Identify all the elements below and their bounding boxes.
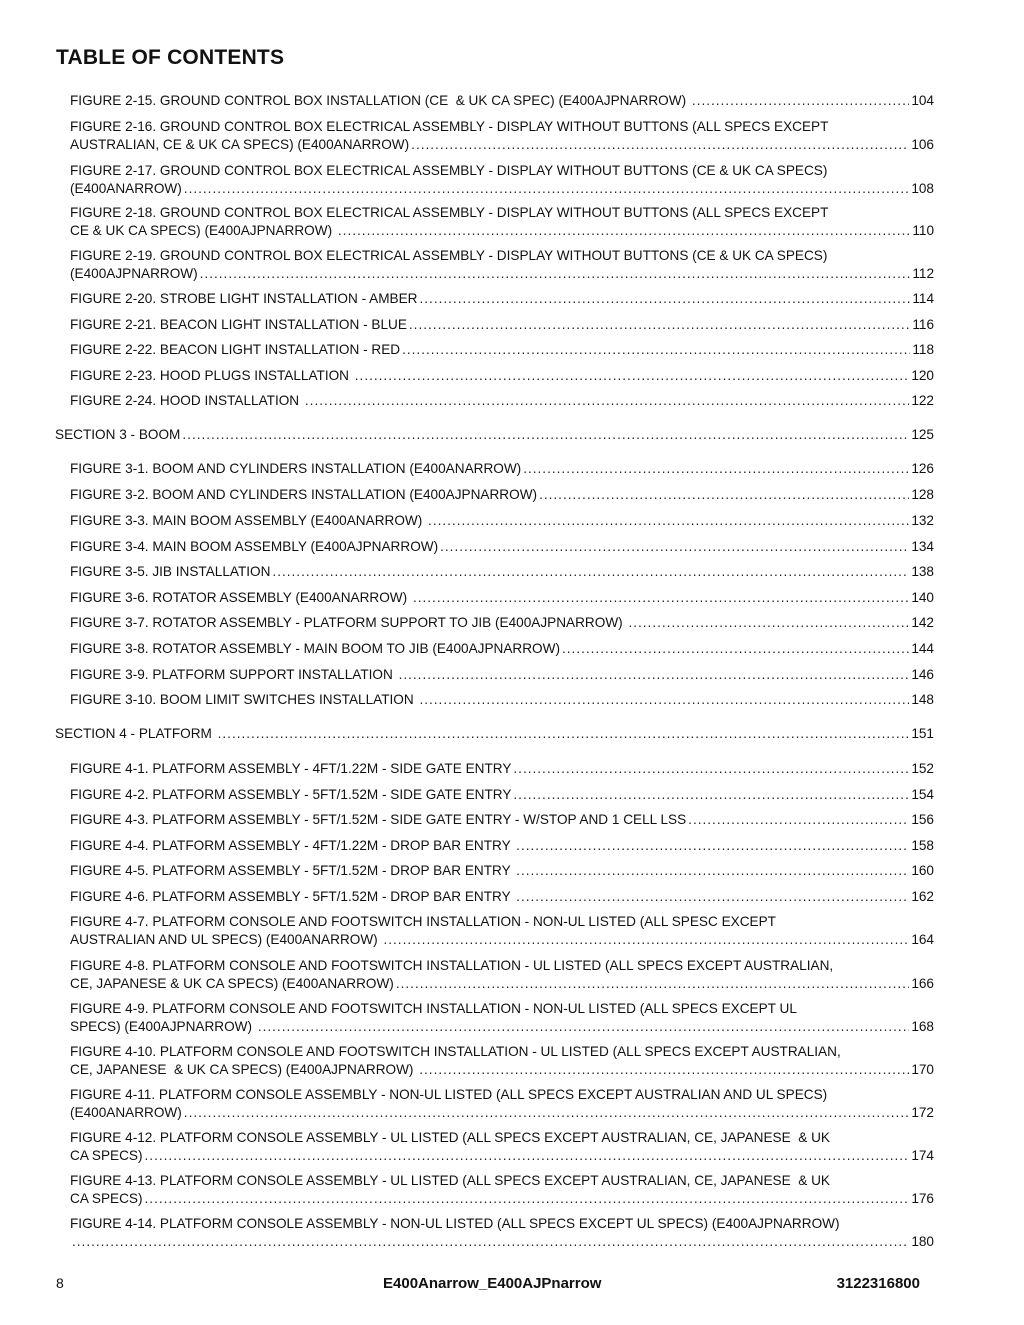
toc-entry-text: AUSTRALIAN AND UL SPECS) (E400ANARROW) xyxy=(70,931,382,947)
toc-page-number: 132 xyxy=(911,513,934,528)
toc-entry-text: (E400ANARROW) xyxy=(70,1104,182,1120)
toc-entry-text: AUSTRALIAN, CE & UK CA SPECS) (E400ANARROW) xyxy=(70,136,410,152)
toc-figure-entry[interactable] xyxy=(70,1043,934,1078)
toc-entry-text: FIGURE 4-7. PLATFORM CONSOLE AND FOOTSWITCH INSTALLATION - NON-UL LISTED (ALL SPESC EXCEPT xyxy=(70,914,776,929)
toc-figure-entry[interactable] xyxy=(70,392,934,410)
toc-entry-text: FIGURE 2-17. GROUND CONTROL BOX ELECTRICAL ASSEMBLY - DISPLAY WITHOUT BUTTONS (CE & UK CA SPECS) xyxy=(70,163,828,178)
toc-page-number: 168 xyxy=(911,1018,934,1034)
toc-figure-entry[interactable] xyxy=(70,1172,934,1207)
toc-entry-text: FIGURE 2-24. HOOD INSTALLATION xyxy=(70,393,303,408)
toc-figure-entry[interactable] xyxy=(70,486,934,504)
toc-leader-dots xyxy=(338,222,910,240)
toc-figure-entry[interactable] xyxy=(70,888,934,906)
toc-section-entry[interactable] xyxy=(55,426,934,444)
toc-leader-dots xyxy=(562,640,909,658)
toc-page-number: 110 xyxy=(912,222,934,238)
toc-figure-entry[interactable] xyxy=(70,691,934,709)
toc-entry-text: CE, JAPANESE & UK CA SPECS) (E400AJPNARROW) xyxy=(70,1061,418,1077)
toc-figure-entry[interactable] xyxy=(70,538,934,556)
toc-leader-dots xyxy=(200,265,911,283)
toc-entry-text: FIGURE 3-1. BOOM AND CYLINDERS INSTALLATION (E400ANARROW) xyxy=(70,461,522,476)
toc-page-number: 126 xyxy=(911,461,934,476)
toc-entry-text: FIGURE 4-9. PLATFORM CONSOLE AND FOOTSWITCH INSTALLATION - NON-UL LISTED (ALL SPECS EXCEPT UL xyxy=(70,1001,797,1016)
toc-figure-entry[interactable] xyxy=(70,862,934,880)
toc-entry-text: SPECS) (E400AJPNARROW) xyxy=(70,1018,256,1034)
toc-entry-text: FIGURE 4-13. PLATFORM CONSOLE ASSEMBLY - UL LISTED (ALL SPECS EXCEPT AUSTRALIAN, CE, JAPANESE & UK xyxy=(70,1173,830,1188)
toc-page-number: 104 xyxy=(911,93,934,108)
toc-entry-text: FIGURE 3-3. MAIN BOOM ASSEMBLY (E400ANARROW) xyxy=(70,513,427,528)
toc-entry-text: FIGURE 3-6. ROTATOR ASSEMBLY (E400ANARROW) xyxy=(70,590,411,605)
toc-figure-entry[interactable] xyxy=(70,760,934,778)
toc-entry-text: FIGURE 4-14. PLATFORM CONSOLE ASSEMBLY - NON-UL LISTED (ALL SPECS EXCEPT UL SPECS) (E400AJPNARROW) xyxy=(70,1216,840,1231)
toc-entry-text: FIGURE 4-2. PLATFORM ASSEMBLY - 5FT/1.52M - SIDE GATE ENTRY xyxy=(70,787,512,802)
toc-leader-dots xyxy=(539,486,909,504)
toc-entry-text: FIGURE 2-21. BEACON LIGHT INSTALLATION - BLUE xyxy=(70,317,407,332)
toc-entry-text: FIGURE 4-5. PLATFORM ASSEMBLY - 5FT/1.52M - DROP BAR ENTRY xyxy=(70,863,515,878)
toc-entry-text: FIGURE 3-10. BOOM LIMIT SWITCHES INSTALLATION xyxy=(70,692,418,707)
toc-entry-text: FIGURE 4-1. PLATFORM ASSEMBLY - 4FT/1.22M - SIDE GATE ENTRY xyxy=(70,761,512,776)
toc-leader-dots xyxy=(182,426,909,444)
toc-leader-dots xyxy=(218,725,910,743)
toc-leader-dots xyxy=(628,614,909,632)
toc-figure-entry[interactable] xyxy=(70,589,934,607)
toc-leader-dots xyxy=(428,512,909,530)
toc-leader-dots xyxy=(513,760,909,778)
toc-entry-text: FIGURE 3-8. ROTATOR ASSEMBLY - MAIN BOOM TO JIB (E400AJPNARROW) xyxy=(70,641,560,656)
toc-entry-text: FIGURE 2-19. GROUND CONTROL BOX ELECTRICAL ASSEMBLY - DISPLAY WITHOUT BUTTONS (CE & UK CA SPECS) xyxy=(70,248,828,263)
toc-leader-dots xyxy=(688,811,909,829)
toc-page-number: 142 xyxy=(911,615,934,630)
toc-page-number: 172 xyxy=(911,1104,934,1120)
footer-part-number: 3122316800 xyxy=(836,1275,920,1292)
toc-leader-dots xyxy=(399,666,910,684)
toc-leader-dots xyxy=(516,837,909,855)
toc-figure-entry[interactable] xyxy=(70,614,934,632)
footer-document-title: E400Anarrow_E400AJPnarrow xyxy=(383,1275,602,1292)
toc-page-number: 164 xyxy=(911,931,934,947)
toc-figure-entry[interactable] xyxy=(70,1086,934,1121)
toc-page-number: 122 xyxy=(911,393,934,408)
toc-entry-text: FIGURE 2-20. STROBE LIGHT INSTALLATION - AMBER xyxy=(70,291,418,306)
toc-page-number: 152 xyxy=(911,761,934,776)
toc-leader-dots xyxy=(72,1233,909,1251)
toc-entry-text: FIGURE 3-9. PLATFORM SUPPORT INSTALLATION xyxy=(70,667,397,682)
toc-leader-dots xyxy=(440,538,909,556)
toc-leader-dots xyxy=(413,589,909,607)
toc-page-number: 146 xyxy=(911,667,934,682)
toc-page-number: 134 xyxy=(911,539,934,554)
toc-figure-entry[interactable] xyxy=(70,367,934,385)
footer-page-number: 8 xyxy=(56,1275,64,1291)
toc-leader-dots xyxy=(145,1190,910,1208)
toc-figure-entry[interactable] xyxy=(70,204,934,239)
toc-leader-dots xyxy=(258,1018,909,1036)
toc-page-number: 174 xyxy=(911,1147,934,1163)
toc-entry-text: CA SPECS) xyxy=(70,1147,143,1163)
toc-page-number: 120 xyxy=(911,368,934,383)
toc-entry-text: FIGURE 4-6. PLATFORM ASSEMBLY - 5FT/1.52M - DROP BAR ENTRY xyxy=(70,889,515,904)
toc-entry-text: FIGURE 3-2. BOOM AND CYLINDERS INSTALLATION (E400AJPNARROW) xyxy=(70,487,538,502)
toc-leader-dots xyxy=(516,888,909,906)
toc-leader-dots xyxy=(305,392,909,410)
toc-entry-text: SECTION 4 - PLATFORM xyxy=(55,726,216,741)
toc-entry-text: FIGURE 2-15. GROUND CONTROL BOX INSTALLATION (CE & UK CA SPEC) (E400AJPNARROW) xyxy=(70,93,690,108)
toc-figure-entry[interactable] xyxy=(70,837,934,855)
toc-leader-dots xyxy=(419,1061,909,1079)
toc-page-number: 154 xyxy=(911,787,934,802)
toc-page-number: 144 xyxy=(911,641,934,656)
toc-figure-entry[interactable] xyxy=(70,957,934,992)
toc-figure-entry[interactable] xyxy=(70,247,934,282)
toc-figure-entry[interactable] xyxy=(70,1129,934,1164)
toc-figure-entry[interactable] xyxy=(70,316,934,334)
toc-figure-entry[interactable] xyxy=(70,563,934,581)
toc-page-number: 166 xyxy=(911,975,934,991)
toc-figure-entry[interactable] xyxy=(70,341,934,359)
toc-entry-text: FIGURE 4-11. PLATFORM CONSOLE ASSEMBLY - NON-UL LISTED (ALL SPECS EXCEPT AUSTRALIAN AND UL SPECS) xyxy=(70,1087,828,1102)
toc-leader-dots xyxy=(419,691,909,709)
toc-figure-entry[interactable] xyxy=(70,92,934,110)
toc-leader-dots xyxy=(396,975,909,993)
toc-entry-text: (E400ANARROW) xyxy=(70,180,182,196)
toc-entry-text: SECTION 3 - BOOM xyxy=(55,427,181,442)
toc-leader-dots xyxy=(402,341,910,359)
toc-page-number: 118 xyxy=(912,342,934,357)
toc-page-number: 170 xyxy=(911,1061,934,1077)
toc-entry-text: FIGURE 2-18. GROUND CONTROL BOX ELECTRICAL ASSEMBLY - DISPLAY WITHOUT BUTTONS (ALL SPECS EXCEPT xyxy=(70,205,829,220)
toc-leader-dots xyxy=(383,931,909,949)
toc-leader-dots xyxy=(409,316,910,334)
toc-leader-dots xyxy=(516,862,909,880)
toc-page-number: 108 xyxy=(911,180,934,196)
toc-leader-dots xyxy=(145,1147,910,1165)
toc-entry-text: FIGURE 3-7. ROTATOR ASSEMBLY - PLATFORM SUPPORT TO JIB (E400AJPNARROW) xyxy=(70,615,627,630)
toc-entry-text: FIGURE 2-23. HOOD PLUGS INSTALLATION xyxy=(70,368,353,383)
toc-page-number: 140 xyxy=(911,590,934,605)
toc-figure-entry[interactable] xyxy=(70,1215,934,1250)
toc-page-number: 112 xyxy=(912,265,934,281)
toc-leader-dots xyxy=(272,563,909,581)
toc-entry-text: FIGURE 4-8. PLATFORM CONSOLE AND FOOTSWITCH INSTALLATION - UL LISTED (ALL SPECS EXCEPT AUSTRALIAN, xyxy=(70,958,834,973)
toc-figure-entry[interactable] xyxy=(70,913,934,948)
toc-leader-dots xyxy=(419,290,910,308)
toc-entry-text: (E400AJPNARROW) xyxy=(70,265,198,281)
toc-entry-text: FIGURE 4-3. PLATFORM ASSEMBLY - 5FT/1.52M - SIDE GATE ENTRY - W/STOP AND 1 CELL LSS xyxy=(70,812,687,827)
toc-page-number: 176 xyxy=(911,1190,934,1206)
toc-page-number: 125 xyxy=(911,427,934,442)
toc-leader-dots xyxy=(411,136,909,154)
toc-page-number: 151 xyxy=(911,726,934,741)
toc-leader-dots xyxy=(184,1104,910,1122)
toc-figure-entry[interactable] xyxy=(70,162,934,197)
toc-figure-entry[interactable] xyxy=(70,460,934,478)
toc-entry-text: FIGURE 2-16. GROUND CONTROL BOX ELECTRICAL ASSEMBLY - DISPLAY WITHOUT BUTTONS (ALL SPECS EXCEPT xyxy=(70,119,829,134)
toc-leader-dots xyxy=(513,786,909,804)
toc-figure-entry[interactable] xyxy=(70,666,934,684)
toc-page-number: 148 xyxy=(911,692,934,707)
toc-section-entry[interactable] xyxy=(55,725,934,743)
toc-page-number: 116 xyxy=(912,317,934,332)
toc-entry-text: FIGURE 2-22. BEACON LIGHT INSTALLATION - RED xyxy=(70,342,401,357)
page-title: TABLE OF CONTENTS xyxy=(56,46,285,69)
toc-leader-dots xyxy=(184,180,910,198)
toc-entry-text: FIGURE 4-10. PLATFORM CONSOLE AND FOOTSWITCH INSTALLATION - UL LISTED (ALL SPECS EXCEPT AUSTRALIAN, xyxy=(70,1044,841,1059)
toc-figure-entry[interactable] xyxy=(70,786,934,804)
toc-entry-text: CA SPECS) xyxy=(70,1190,143,1206)
toc-page-number: 128 xyxy=(911,487,934,502)
toc-leader-dots xyxy=(523,460,909,478)
toc-entry-text: FIGURE 4-12. PLATFORM CONSOLE ASSEMBLY - UL LISTED (ALL SPECS EXCEPT AUSTRALIAN, CE, JAPANESE & UK xyxy=(70,1130,830,1145)
toc-leader-dots xyxy=(355,367,910,385)
toc-figure-entry[interactable] xyxy=(70,640,934,658)
toc-figure-entry[interactable] xyxy=(70,512,934,530)
toc-page-number: 162 xyxy=(911,889,934,904)
toc-leader-dots xyxy=(692,92,909,110)
toc-page-number: 106 xyxy=(911,136,934,152)
toc-page-number: 158 xyxy=(911,838,934,853)
toc-entry-text: CE & UK CA SPECS) (E400AJPNARROW) xyxy=(70,222,336,238)
toc-page-number: 138 xyxy=(911,564,934,579)
toc-entry-text: FIGURE 3-5. JIB INSTALLATION xyxy=(70,564,271,579)
toc-entry-text: FIGURE 3-4. MAIN BOOM ASSEMBLY (E400AJPNARROW) xyxy=(70,539,439,554)
toc-page-number: 160 xyxy=(911,863,934,878)
toc-figure-entry[interactable] xyxy=(70,1000,934,1035)
toc-figure-entry[interactable] xyxy=(70,290,934,308)
toc-page-number: 180 xyxy=(911,1233,934,1249)
toc-figure-entry[interactable] xyxy=(70,811,934,829)
toc-entry-text: CE, JAPANESE & UK CA SPECS) (E400ANARROW) xyxy=(70,975,394,991)
toc-figure-entry[interactable] xyxy=(70,118,934,153)
toc-page-number: 114 xyxy=(912,291,934,306)
toc-page-number: 156 xyxy=(911,812,934,827)
toc-entry-text: FIGURE 4-4. PLATFORM ASSEMBLY - 4FT/1.22M - DROP BAR ENTRY xyxy=(70,838,515,853)
